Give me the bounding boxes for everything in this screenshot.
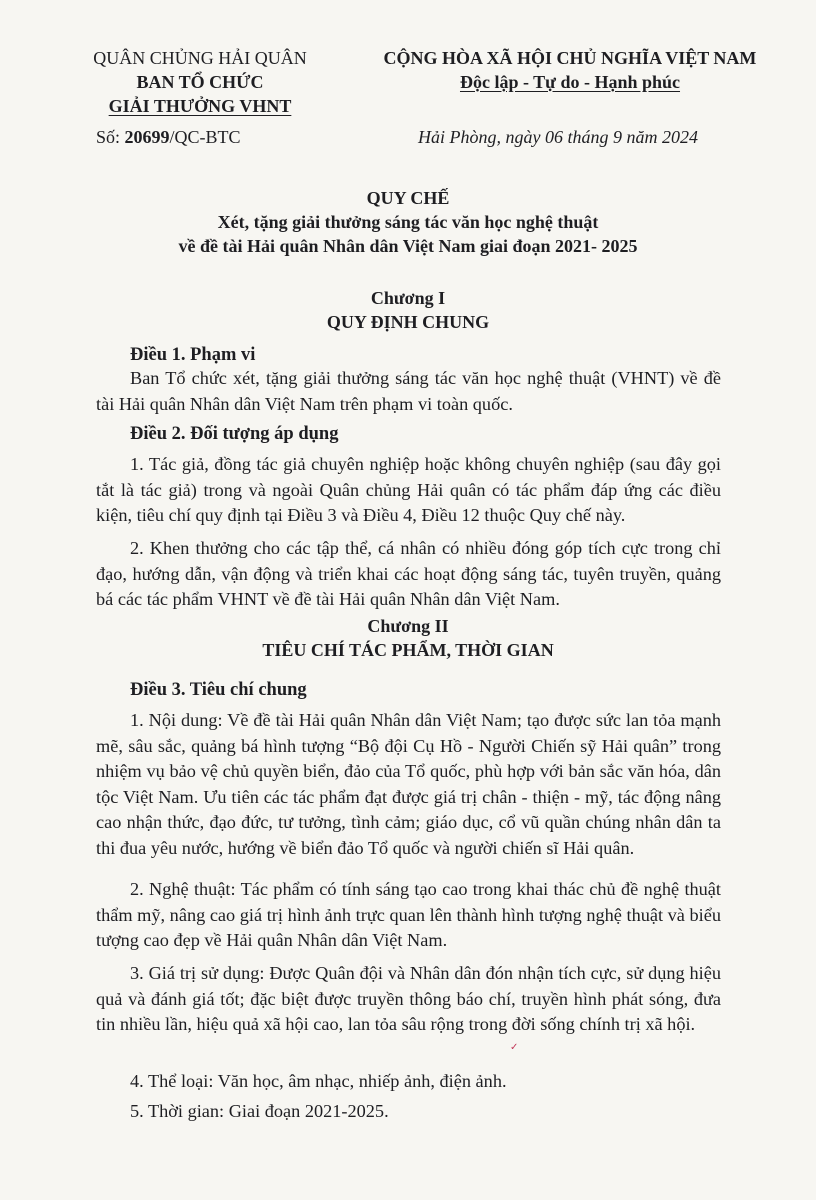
article-3-paragraph-1: 1. Nội dung: Về đề tài Hải quân Nhân dân Việt Nam; tạo được sức lan tỏa mạnh mẽ, sâu sắc, quảng bá hình tượng “Bộ đội Cụ Hồ - Người Chiến sỹ Hải quân” trong nhiệm vụ bảo vệ chủ quyền biển, đảo của Tổ quốc, phù hợp với bản sắc văn hóa, dân tộc Việt Nam. Ưu tiên các tác phẩm đạt được giá trị chân - thiện - mỹ, tác động nâng cao nhận thức, đạo đức, tư tưởng, tình cảm; giáo dục, cổ vũ quần chúng nhân dân ta thi đua yêu nước, hướng về biển đảo Tổ quốc và người chiến sĩ Hải quân. [96,710,721,858]
article-3-paragraph-4: 4. Thể loại: Văn học, âm nhạc, nhiếp ảnh, điện ảnh. [130,1071,507,1091]
number-label: Số: [96,127,125,147]
article-2-paragraph-2: 2. Khen thưởng cho các tập thể, cá nhân có nhiều đóng góp tích cực trong chỉ đạo, hướng dẫn, vận động và triển khai các hoạt động sáng tác, tuyên truyền, quảng bá các tác phẩm VHNT về đề tài Hải quân Nhân dân Việt Nam. [96,538,721,610]
ink-mark: ✓ [510,1042,519,1053]
national-heading [350,46,790,94]
org-line-3: GIẢI THƯỞNG VHNT [108,96,292,116]
document-number [96,127,241,148]
article-3-paragraph-2: 2. Nghệ thuật: Tác phẩm có tính sáng tạo cao trong khai thác chủ đề nghệ thuật thẩm mỹ, nâng cao giá trị hình ảnh trực quan lên thành hình tượng nghệ thuật và biểu tượng cao đẹp về Hải quân Nhân dân Việt Nam. [96,879,721,951]
place-date: Hải Phòng, ngày 06 tháng 9 năm 2024 [418,127,698,147]
country-name: CỘNG HÒA XÃ HỘI CHỦ NGHĨA VIỆT NAM [383,48,757,68]
org-line-2: BAN TỔ CHỨC [136,72,264,92]
document-subtitle-2: về đề tài Hải quân Nhân dân Việt Nam giai đoạn 2021- 2025 [178,236,638,256]
article-3-paragraph-5: 5. Thời gian: Giai đoạn 2021-2025. [130,1101,389,1121]
issuing-organization [66,46,334,118]
chapter-2-label: Chương II [367,616,449,636]
article-2-paragraph-1: 1. Tác giả, đồng tác giả chuyên nghiệp hoặc không chuyên nghiệp (sau đây gọi tắt là tác giả) trong và ngoài Quân chủng Hải quân có tác phẩm đáp ứng các điều kiện, tiêu chí quy định tại Điều 3 và Điều 4, Điều 12 thuộc Quy chế này. [96,454,721,526]
org-line-1: QUÂN CHỦNG HẢI QUÂN [93,48,307,68]
number-value: 20699 [124,127,170,147]
article-1-heading: Điều 1. Phạm vi [130,345,256,365]
chapter-1-title: QUY ĐỊNH CHUNG [326,312,490,332]
chapter-1-label: Chương I [370,288,446,308]
article-2-heading: Điều 2. Đối tượng áp dụng [130,424,339,444]
number-suffix: /QC-BTC [169,127,241,147]
national-motto: Độc lập - Tự do - Hạnh phúc [459,72,681,92]
document-subtitle-1: Xét, tặng giải thưởng sáng tác văn học nghệ thuật [217,212,599,232]
article-3-heading: Điều 3. Tiêu chí chung [130,680,307,700]
chapter-2-title: TIÊU CHÍ TÁC PHẨM, THỜI GIAN [262,640,554,660]
article-1-text: Ban Tổ chức xét, tặng giải thưởng sáng tác văn học nghệ thuật (VHNT) về đề tài Hải quân Nhân dân Việt Nam trên phạm vi toàn quốc. [96,368,721,414]
document-title: QUY CHẾ [366,188,450,208]
article-3-paragraph-3: 3. Giá trị sử dụng: Được Quân đội và Nhân dân đón nhận tích cực, sử dụng hiệu quả và đánh giá tốt; đặc biệt được truyền thông báo chí, truyền hình phát sóng, đưa tin nhiều lần, hiệu quả xã hội cao, lan tỏa sâu rộng trong đời sống chính trị xã hội. [96,963,721,1035]
